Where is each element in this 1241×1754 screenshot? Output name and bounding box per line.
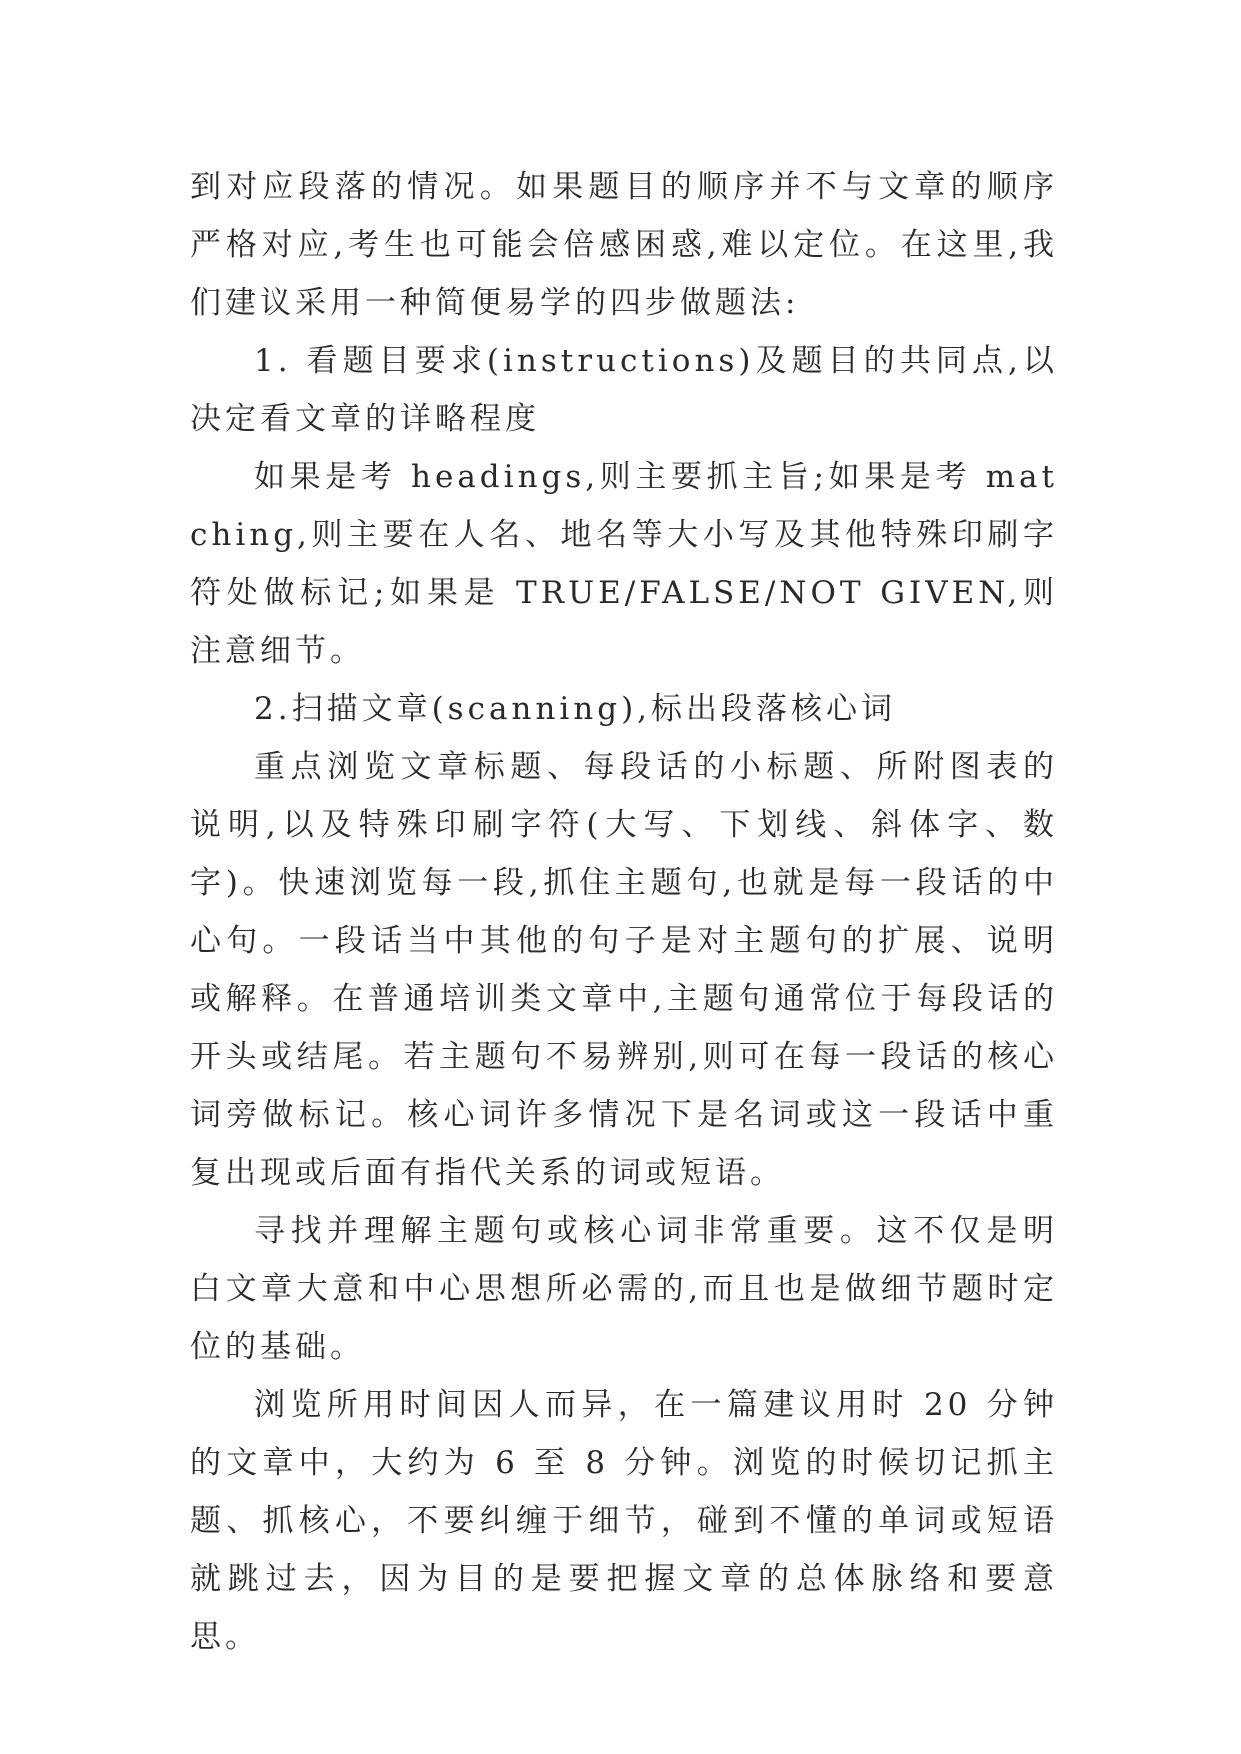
paragraph-continuation: 到对应段落的情况。如果题目的顺序并不与文章的顺序严格对应,考生也可能会倍感困惑,难以定位。在这里,我们建议采用一种简便易学的四步做题法: — [190, 169, 1058, 321]
paragraph-step-1-detail: 如果是考 headings,则主要抓主旨;如果是考 matching,则主要在人名、地名等大小写及其他特殊印刷字符处做标记;如果是 TRUE/FALSE/NOT GIVEN,则注意细节。 — [190, 459, 1058, 669]
paragraph-step-2-detail: 重点浏览文章标题、每段话的小标题、所附图表的说明,以及特殊印刷字符(大写、下划线、斜体字、数字)。快速浏览每一段,抓住主题句,也就是每一段话的中心句。一段话当中其他的句子是对主题句的扩展、说明或解释。在普通培训类文章中,主题句通常位于每段话的开头或结尾。若主题句不易辨别,则可在每一段话的核心词旁做标记。核心词许多情况下是名词或这一段话中重复出现或后面有指代关系的词或短语。 — [190, 749, 1058, 1191]
document-body — [190, 158, 1058, 1666]
step-2-heading: 2.扫描文章(scanning),标出段落核心词 — [254, 691, 897, 727]
paragraph-topic-sentence-importance: 寻找并理解主题句或核心词非常重要。这不仅是明白文章大意和中心思想所必需的,而且也是做细节题时定位的基础。 — [190, 1213, 1058, 1365]
step-1-heading: 1. 看题目要求(instructions)及题目的共同点,以决定看文章的详略程度 — [190, 343, 1058, 437]
paragraph-skimming-time: 浏览所用时间因人而异，在一篇建议用时 20 分钟的文章中，大约为 6 至 8 分钟。浏览的时候切记抓主题、抓核心，不要纠缠于细节，碰到不懂的单词或短语就跳过去，因为目的是要把握文章的总体脉络和要意思。 — [190, 1387, 1058, 1655]
